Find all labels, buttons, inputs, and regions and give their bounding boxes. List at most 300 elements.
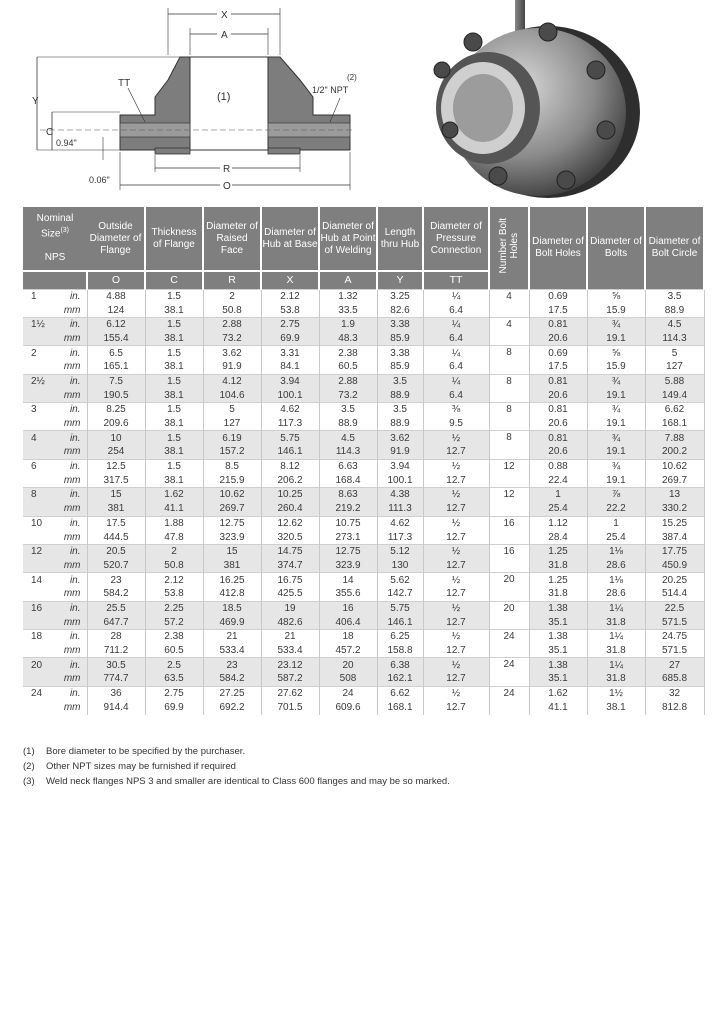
value-cell: 149.4 [645,388,704,402]
value-cell: 533.4 [261,644,319,658]
nominal-size-cell: 24 [23,686,55,700]
value-cell: 9.5 [423,417,489,431]
value-cell: 914.4 [87,700,145,714]
value-cell: 3.38 [377,317,423,331]
table-row [23,303,704,317]
unit-cell: in. [55,488,87,502]
value-cell: 3.5 [377,374,423,388]
value-cell: 12.5 [87,459,145,473]
value-cell: 571.5 [645,615,704,629]
value-cell: 12.7 [423,445,489,459]
value-cell: 1.25 [529,573,587,587]
value-cell: 3.25 [377,289,423,303]
value-cell: 21 [261,630,319,644]
value-cell: 2.12 [261,289,319,303]
nominal-size-cell [23,417,55,431]
dim-label-094: 0.94" [56,138,77,148]
bolt-circle-header: Diameter of Bolt Circle [645,207,704,289]
value-cell: 12.7 [423,587,489,601]
value-cell: 15.9 [587,303,645,317]
value-cell: 206.2 [261,473,319,487]
nominal-size-cell: 18 [23,630,55,644]
value-cell: 215.9 [203,473,261,487]
value-cell: 14 [319,573,377,587]
value-cell: 25.5 [87,601,145,615]
dim-label-o: O [223,181,231,192]
value-cell: 1.9 [319,317,377,331]
unit-cell: mm [55,445,87,459]
value-cell: 32 [645,686,704,700]
value-cell: ¾ [587,317,645,331]
value-cell: 0.81 [529,374,587,388]
letter-x: X [261,271,319,289]
value-cell: 812.8 [645,700,704,714]
bolt-holes-header: Diameter of Bolt Holes [529,207,587,289]
value-cell: 114.3 [319,445,377,459]
value-cell: 14.75 [261,544,319,558]
value-cell: 260.4 [261,502,319,516]
value-cell: ⅞ [587,488,645,502]
letter-c: C [145,271,203,289]
value-cell: 168.1 [377,700,423,714]
value-cell: 609.6 [319,700,377,714]
value-cell: 41.1 [529,700,587,714]
raised-face-left [155,148,190,154]
value-cell: 13 [645,488,704,502]
value-cell: 6.62 [377,686,423,700]
value-cell: 4.5 [645,317,704,331]
nominal-size-cell [23,388,55,402]
value-cell: 50.8 [145,559,203,573]
value-cell: 19.1 [587,473,645,487]
value-cell: 88.9 [645,303,704,317]
value-cell: 273.1 [319,530,377,544]
table-row [23,559,704,573]
value-cell: 269.7 [645,473,704,487]
value-cell: 374.7 [261,559,319,573]
unit-cell: mm [55,672,87,686]
value-cell: 587.2 [261,672,319,686]
unit-cell: in. [55,544,87,558]
table-row [23,615,704,629]
value-cell: 24.75 [645,630,704,644]
unit-cell: mm [55,530,87,544]
value-cell: 647.7 [87,615,145,629]
value-cell: 17.75 [645,544,704,558]
value-cell: 146.1 [261,445,319,459]
value-cell: 1.32 [319,289,377,303]
nominal-size-cell [23,700,55,714]
value-cell: 2.38 [145,630,203,644]
value-cell: 10 [87,431,145,445]
value-cell: 1.5 [145,403,203,417]
value-cell: 10.75 [319,516,377,530]
table-row [23,289,704,303]
value-cell: 142.7 [377,587,423,601]
value-cell: ¾ [587,431,645,445]
value-cell: 25.4 [587,530,645,544]
value-cell: 27 [645,658,704,672]
value-cell: ½ [423,459,489,473]
value-cell: 19.1 [587,417,645,431]
value-cell: 47.8 [145,530,203,544]
value-cell: 111.3 [377,502,423,516]
value-cell: 1.12 [529,516,587,530]
value-cell: ¼ [423,374,489,388]
table-row [23,488,704,502]
value-cell: 15.9 [587,360,645,374]
bolt-holes-count-cell: 16 [489,516,529,530]
value-cell: 406.4 [319,615,377,629]
value-cell: 31.8 [587,615,645,629]
value-cell: 36 [87,686,145,700]
value-cell: 4.38 [377,488,423,502]
letter-a: A [319,271,377,289]
nominal-size-cell: 1½ [23,317,55,331]
value-cell: 31.8 [529,559,587,573]
bolt-holes-count-cell: 24 [489,658,529,672]
value-cell: 12.7 [423,672,489,686]
table-row [23,374,704,388]
value-cell: 1.62 [529,686,587,700]
value-cell: 31.8 [529,587,587,601]
value-cell: 22.2 [587,502,645,516]
value-cell: 1⅛ [587,573,645,587]
value-cell: 1.62 [145,488,203,502]
value-cell: 12.7 [423,615,489,629]
value-cell: 20.5 [87,544,145,558]
value-cell: 12.7 [423,559,489,573]
footnote-2: (2) Other NPT sizes may be furnished if required [23,761,236,772]
value-cell: 6.63 [319,459,377,473]
value-cell: 82.6 [377,303,423,317]
value-cell: 584.2 [203,672,261,686]
unit-cell: in. [55,289,87,303]
unit-cell: mm [55,502,87,516]
value-cell: 15 [87,488,145,502]
unit-cell: mm [55,332,87,346]
bolts-header: Diameter of Bolts [587,207,645,289]
value-cell: 73.2 [319,388,377,402]
nominal-size-cell [23,473,55,487]
value-cell: 157.2 [203,445,261,459]
nominal-size-cell: 1 [23,289,55,303]
table-row [23,332,704,346]
value-cell: 16.25 [203,573,261,587]
value-cell: 381 [87,502,145,516]
value-cell: 2.75 [145,686,203,700]
value-cell: 60.5 [319,360,377,374]
nominal-size-cell: 8 [23,488,55,502]
value-cell: 12.75 [319,544,377,558]
bore-area [190,57,268,150]
value-cell: 8.25 [87,403,145,417]
hub-welding-header: Diameter of Hub at Point of Welding [319,207,377,271]
value-cell: 20.6 [529,417,587,431]
value-cell: ¼ [423,317,489,331]
value-cell: 6.25 [377,630,423,644]
value-cell: 584.2 [87,587,145,601]
table-row [23,530,704,544]
value-cell: 4.62 [377,516,423,530]
nominal-size-cell: 10 [23,516,55,530]
bolt-holes-count-cell [489,587,529,601]
value-cell: 2 [203,289,261,303]
value-cell: 0.81 [529,317,587,331]
value-cell: 533.4 [203,644,261,658]
unit-cell: in. [55,630,87,644]
value-cell: 5.75 [261,431,319,445]
value-cell: 482.6 [261,615,319,629]
bolt-holes-count-cell: 4 [489,289,529,303]
value-cell: 91.9 [377,445,423,459]
value-cell: ½ [423,573,489,587]
raised-face-right [268,148,300,154]
table-row [23,630,704,644]
value-cell: ½ [423,686,489,700]
value-cell: 1¼ [587,658,645,672]
value-cell: 7.88 [645,431,704,445]
value-cell: 15.25 [645,516,704,530]
bolt-holes-count-cell: 12 [489,459,529,473]
bolt-holes-count-cell: 20 [489,573,529,587]
unit-cell: in. [55,374,87,388]
value-cell: 774.7 [87,672,145,686]
value-cell: 5 [645,346,704,360]
table-row [23,587,704,601]
nominal-size-cell [23,502,55,516]
unit-cell: in. [55,573,87,587]
value-cell: 381 [203,559,261,573]
npt-note-label: (2) [347,73,357,82]
nominal-size-cell: 14 [23,573,55,587]
value-cell: 8.63 [319,488,377,502]
value-cell: 19 [261,601,319,615]
value-cell: 2.12 [145,573,203,587]
value-cell: 1.38 [529,658,587,672]
value-cell: 38.1 [145,388,203,402]
value-cell: 425.5 [261,587,319,601]
bolt-holes-count-cell: 8 [489,374,529,388]
unit-cell: in. [55,516,87,530]
value-cell: 16.75 [261,573,319,587]
value-cell: 117.3 [261,417,319,431]
value-cell: 457.2 [319,644,377,658]
nominal-size-cell [23,615,55,629]
value-cell: 1.5 [145,374,203,388]
value-cell: 24 [319,686,377,700]
value-cell: 38.1 [145,473,203,487]
table-row [23,672,704,686]
value-cell: 88.9 [377,417,423,431]
value-cell: 85.9 [377,360,423,374]
value-cell: 12.7 [423,644,489,658]
value-cell: 19.1 [587,332,645,346]
value-cell: ½ [423,431,489,445]
nominal-size-cell [23,559,55,573]
bolt-holes-count-cell [489,473,529,487]
value-cell: 158.8 [377,644,423,658]
letter-o: O [87,271,145,289]
value-cell: 520.7 [87,559,145,573]
value-cell: 3.94 [377,459,423,473]
nominal-size-cell: 20 [23,658,55,672]
value-cell: 412.8 [203,587,261,601]
bolt-holes-count-cell [489,700,529,714]
value-cell: 0.81 [529,431,587,445]
value-cell: 1.5 [145,431,203,445]
value-cell: 88.9 [319,417,377,431]
value-cell: 31.8 [587,644,645,658]
unit-cell: mm [55,587,87,601]
value-cell: 38.1 [145,303,203,317]
value-cell: 8.5 [203,459,261,473]
dim-label-tt: TT [118,78,131,89]
bore-note-label: (1) [217,91,231,103]
bolt-holes-count-cell: 24 [489,686,529,700]
value-cell: 35.1 [529,672,587,686]
nominal-size-cell [23,587,55,601]
value-cell: 3.5 [319,403,377,417]
dim-label-y: Y [32,96,39,107]
value-cell: 7.5 [87,374,145,388]
value-cell: 16 [319,601,377,615]
value-cell: 155.4 [87,332,145,346]
value-cell: 3.38 [377,346,423,360]
unit-cell: mm [55,559,87,573]
table-row [23,431,704,445]
value-cell: 444.5 [87,530,145,544]
value-cell: 2 [145,544,203,558]
value-cell: 35.1 [529,615,587,629]
unit-cell: in. [55,403,87,417]
value-cell: 53.8 [145,587,203,601]
value-cell: 38.1 [587,700,645,714]
unit-cell: mm [55,388,87,402]
value-cell: 6.38 [377,658,423,672]
nominal-size-cell: 16 [23,601,55,615]
flange-assembly-photo [428,0,714,205]
footnote-3: (3) Weld neck flanges NPS 3 and smaller are identical to Class 600 flanges and may be so marked. [23,776,450,787]
value-cell: ⅝ [587,346,645,360]
value-cell: 17.5 [529,360,587,374]
value-cell: 254 [87,445,145,459]
value-cell: 1⅛ [587,544,645,558]
pressure-connection-header: Diameter of Pressure Connection [423,207,489,271]
value-cell: 219.2 [319,502,377,516]
value-cell: 19.1 [587,445,645,459]
number-bolt-holes-header: Number Bolt Holes [489,207,529,289]
value-cell: 48.3 [319,332,377,346]
value-cell: 28.6 [587,587,645,601]
value-cell: 91.9 [203,360,261,374]
value-cell: 6.5 [87,346,145,360]
table-row [23,573,704,587]
bolt-holes-count-cell: 24 [489,630,529,644]
nominal-size-cell [23,303,55,317]
value-cell: 20.6 [529,445,587,459]
value-cell: 114.3 [645,332,704,346]
value-cell: 320.5 [261,530,319,544]
table-row [23,360,704,374]
value-cell: 28 [87,630,145,644]
value-cell: 1½ [587,686,645,700]
value-cell: 168.1 [645,417,704,431]
value-cell: 571.5 [645,644,704,658]
value-cell: ⅜ [423,403,489,417]
outside-diameter-header: Outside Diameter of Flange [87,207,145,271]
value-cell: 2.38 [319,346,377,360]
table-row [23,473,704,487]
bolt-holes-count-cell: 20 [489,601,529,615]
value-cell: 12.7 [423,530,489,544]
value-cell: 38.1 [145,360,203,374]
value-cell: 10.62 [645,459,704,473]
value-cell: 3.62 [377,431,423,445]
value-cell: 69.9 [261,332,319,346]
value-cell: 38.1 [145,332,203,346]
value-cell: ¼ [423,346,489,360]
value-cell: 1.88 [145,516,203,530]
value-cell: 53.8 [261,303,319,317]
value-cell: 5.75 [377,601,423,615]
value-cell: 12.75 [203,516,261,530]
value-cell: 3.94 [261,374,319,388]
value-cell: 18.5 [203,601,261,615]
value-cell: 6.4 [423,332,489,346]
value-cell: 317.5 [87,473,145,487]
value-cell: 162.1 [377,672,423,686]
value-cell: 100.1 [261,388,319,402]
value-cell: 6.4 [423,360,489,374]
value-cell: 15 [203,544,261,558]
table-row [23,417,704,431]
value-cell: 323.9 [203,530,261,544]
value-cell: 4.12 [203,374,261,388]
unit-cell: mm [55,700,87,714]
value-cell: 73.2 [203,332,261,346]
letter-y: Y [377,271,423,289]
bolt-holes-count-cell [489,559,529,573]
value-cell: 100.1 [377,473,423,487]
bolt-holes-count-cell: 16 [489,544,529,558]
value-cell: 10.25 [261,488,319,502]
value-cell: 57.2 [145,615,203,629]
value-cell: ½ [423,601,489,615]
unit-cell: in. [55,317,87,331]
value-cell: 200.2 [645,445,704,459]
value-cell: 124 [87,303,145,317]
value-cell: 6.19 [203,431,261,445]
value-cell: 63.5 [145,672,203,686]
value-cell: 60.5 [145,644,203,658]
nominal-size-cell [23,530,55,544]
value-cell: ¼ [423,289,489,303]
unit-cell: in. [55,346,87,360]
value-cell: 4.88 [87,289,145,303]
bolt-holes-count-cell [489,445,529,459]
unit-cell: mm [55,644,87,658]
bolt-holes-count-cell: 8 [489,431,529,445]
bolt-holes-count-cell [489,360,529,374]
value-cell: 27.25 [203,686,261,700]
value-cell: 35.1 [529,644,587,658]
value-cell: ¾ [587,403,645,417]
value-cell: 1.38 [529,630,587,644]
unit-cell: mm [55,303,87,317]
nominal-size-cell [23,644,55,658]
bolt-holes-count-cell: 8 [489,403,529,417]
